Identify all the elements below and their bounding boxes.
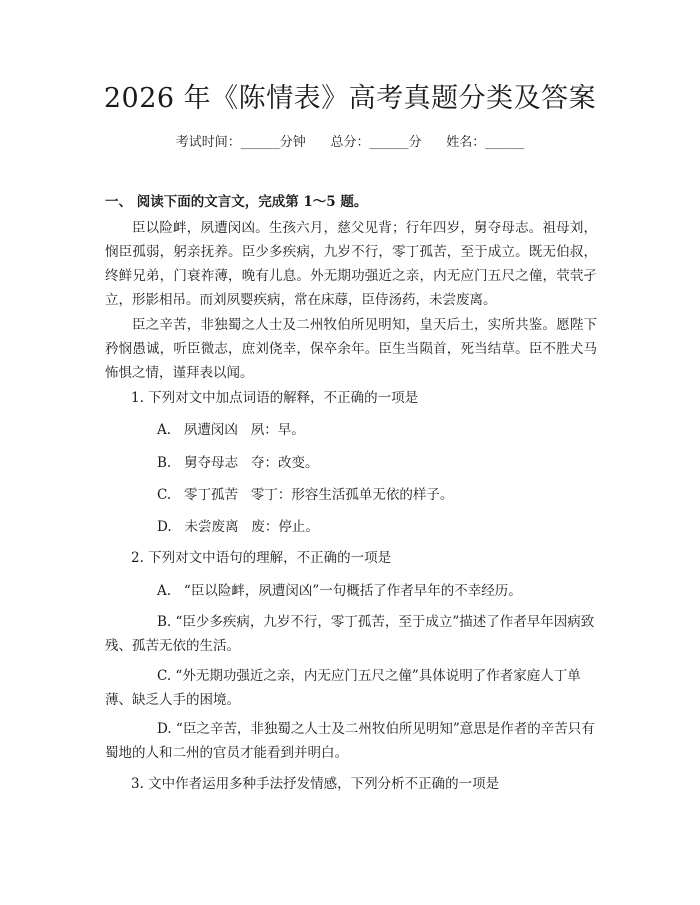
page-title: 2026 年《陈情表》高考真题分类及答案 [103,83,597,114]
section-heading: 一、 阅读下面的文言文，完成第 1～5 题。 [105,194,368,210]
question-2-option-a: A. “臣以险衅，夙遭闵凶”一句概括了作者早年的不幸经历。 [157,583,522,599]
question-1-option-b: B. 舅夺母志 夺：改变。 [157,455,319,471]
passage-paragraph-2: 臣之辛苦，非独蜀之人士及二州牧伯所见明知，皇天后土，实所共鉴。愿陛下矜悯愚诚，听臣微志，庶刘侥幸，保卒余年。臣生当陨首，死当结草。臣不胜犬马怖惧之情，谨拜表以闻。 [105,317,597,381]
question-2-option-b: B. “臣少多疾病，九岁不行，零丁孤苦，至于成立”描述了作者早年因病致残、孤苦无依的生活。 [105,614,595,654]
question-1-option-a: A. 夙遭闵凶 夙：早。 [157,422,305,438]
passage-paragraph-1: 臣以险衅，夙遭闵凶。生孩六月，慈父见背；行年四岁，舅夺母志。祖母刘，悯臣孤弱，躬亲抚养。臣少多疾病，九岁不行，零丁孤苦，至于成立。既无伯叔，终鲜兄弟，门衰祚薄，晚有儿息。外无期功强近之亲，内无应门五尺之僮，茕茕孑立，形影相吊。而刘夙婴疾病，常在床蓐，臣侍汤药，未尝废离。 [105,220,597,308]
question-2-stem: 2. 下列对文中语句的理解，不正确的一项是 [131,550,392,566]
question-1-option-c: C. 零丁孤苦 零丁：形容生活孤单无依的样子。 [157,487,454,503]
question-2-option-d: D. “臣之辛苦，非独蜀之人士及二州牧伯所见明知”意思是作者的辛苦只有蜀地的人和二州的官员才能看到并明白。 [105,721,595,761]
exam-info-line: 考试时间：______分钟 总分：______分 姓名：______ [175,135,525,150]
question-3-stem: 3. 文中作者运用多种手法抒发情感，下列分析不正确的一项是 [131,776,500,792]
question-1-stem: 1. 下列对文中加点词语的解释，不正确的一项是 [131,390,419,406]
question-2-option-c: C. “外无期功强近之亲，内无应门五尺之僮”具体说明了作者家庭人丁单薄、缺乏人手的困境。 [105,668,581,708]
question-1-option-d: D. 未尝废离 废：停止。 [157,519,319,535]
